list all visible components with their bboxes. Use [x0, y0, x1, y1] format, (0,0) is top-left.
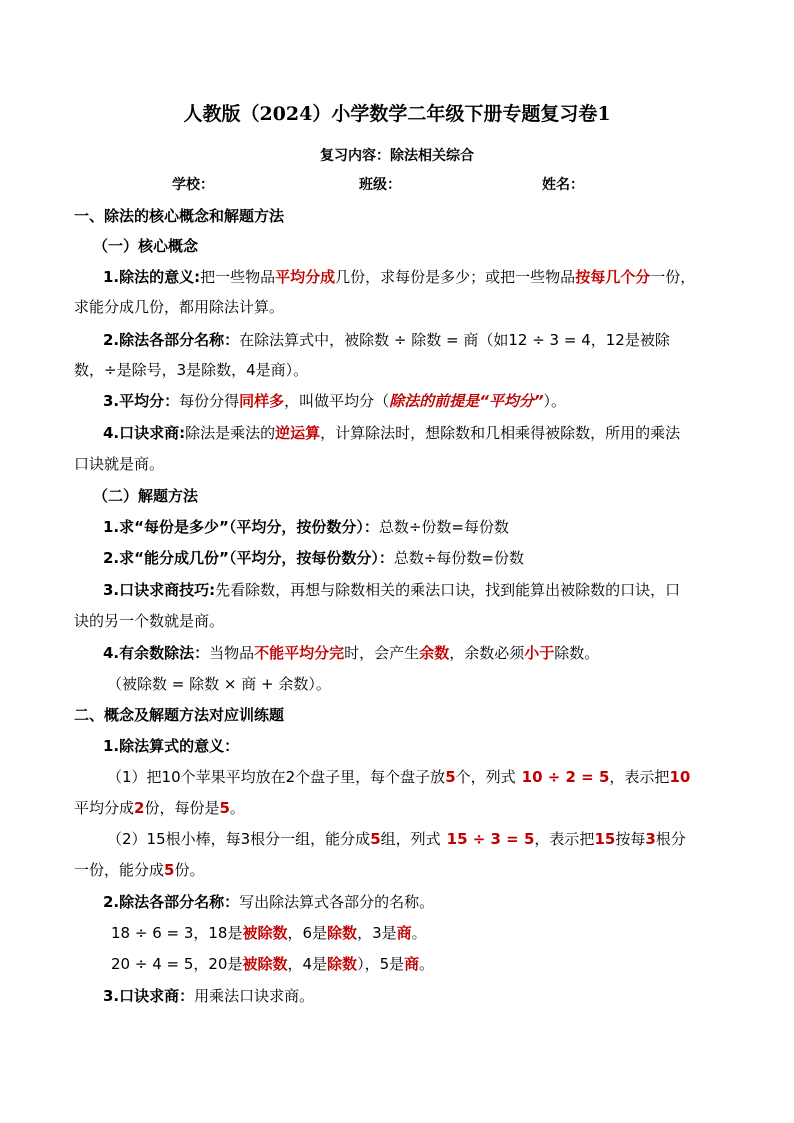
concept-item-2	[103, 330, 670, 350]
concept-item-2-line2: 数，÷是除号，3是除数，4是商）。	[74, 361, 309, 379]
concept-item-1-line2: 求能分成几份，都用除法计算。	[74, 298, 285, 316]
answer: 除数	[327, 924, 358, 942]
exercise-2	[103, 892, 434, 912]
item-text: ，叫做平均分（	[284, 392, 390, 410]
exercise-1b-line2	[74, 860, 204, 880]
answer: 3	[645, 830, 656, 848]
answer: 5	[219, 799, 230, 817]
item-text: 总数÷份数=每份数	[378, 518, 509, 536]
name-field: 姓名：	[542, 177, 584, 193]
answer: 15	[594, 830, 616, 848]
method-item-4-formula: （被除数 = 除数 × 商 + 余数）。	[107, 675, 331, 693]
item-text: 先看除数，再想与除数相关的乘法口诀，找到能算出被除数的口诀，口	[215, 581, 681, 599]
highlight: 逆运算	[275, 424, 321, 442]
item-text: ，余数必须	[449, 644, 525, 662]
method-item-3	[103, 580, 680, 600]
item-text: 时，会产生	[344, 644, 420, 662]
answer: 10 ÷ 2 = 5	[521, 768, 610, 786]
item-text: 一份，	[650, 268, 696, 286]
exercise-1a	[107, 767, 690, 787]
answer: 5	[370, 830, 381, 848]
highlight: 余数	[419, 644, 450, 662]
item-label: 1.求“每份是多少”（平均分，按份数分）：	[103, 518, 379, 536]
item-text: 平均分成	[74, 799, 135, 817]
method-item-1	[103, 517, 509, 537]
item-text: （2）15根小棒，每3根分一组，能分成	[107, 830, 371, 848]
item-label: 4.有余数除法：	[103, 644, 210, 662]
answer: 10	[669, 768, 691, 786]
answer: 2	[134, 799, 145, 817]
item-text: 根分	[655, 830, 686, 848]
section1-sub2-heading: （二）解题方法	[93, 487, 199, 505]
school-field: 学校：	[172, 177, 214, 193]
item-text: 份。	[174, 861, 205, 879]
item-label: 2.除法各部分名称：	[103, 331, 240, 349]
item-text: 18是	[208, 924, 243, 942]
item-label: 4.口诀求商:	[103, 424, 186, 442]
item-text: 20是	[208, 955, 243, 973]
section1-sub1-heading: （一）核心概念	[93, 237, 199, 255]
equation: 20 ÷ 4 = 5，	[111, 955, 209, 973]
answer: 5	[164, 861, 175, 879]
exercise-1-label: 1.除法算式的意义：	[103, 737, 240, 755]
document-subtitle: 复习内容：除法相关综合	[320, 148, 474, 164]
item-text: 用乘法口诀求商。	[194, 987, 315, 1005]
item-text: 份，每份是	[144, 799, 220, 817]
highlight: 小于	[524, 644, 555, 662]
item-text: 。	[229, 799, 245, 817]
item-text: 把一些物品	[200, 268, 276, 286]
answer: 15 ÷ 3 = 5	[446, 830, 535, 848]
item-text: 当物品	[209, 644, 255, 662]
item-text: 一份，能分成	[74, 861, 165, 879]
item-text: ，3是	[357, 924, 397, 942]
item-text: 除数。	[554, 644, 600, 662]
item-label: 2.除法各部分名称：	[103, 893, 240, 911]
item-text: （1）把10个苹果平均放在2个盘子里，每个盘子放	[107, 768, 446, 786]
item-label: 3.口诀求商：	[103, 987, 195, 1005]
answer: 商	[396, 924, 412, 942]
method-item-4	[103, 643, 599, 663]
exercise-1b	[107, 829, 686, 849]
item-text: 几份，求每份是多少；或把一些物品	[335, 268, 576, 286]
method-item-3-line2: 诀的另一个数就是商。	[74, 612, 225, 630]
item-label: 3.口诀求商技巧:	[103, 581, 216, 599]
highlight: 除法的前提是“平均分”	[389, 392, 544, 410]
exercise-2-row-2	[111, 954, 434, 974]
answer: 被除数	[242, 955, 288, 973]
item-text: 除法是乘法的	[185, 424, 276, 442]
item-label: 1.除法的意义:	[103, 268, 201, 286]
item-text: ，6是	[287, 924, 328, 942]
exercise-3	[103, 986, 314, 1006]
item-label: 3.平均分：	[103, 392, 180, 410]
exercise-1a-line2	[74, 798, 245, 818]
highlight: 同样多	[239, 392, 285, 410]
item-text: 总数÷每份数=份数	[393, 549, 524, 567]
item-text: 。	[419, 955, 435, 973]
answer: 5	[445, 768, 456, 786]
item-text: ），5是	[357, 955, 405, 973]
item-text: ，4是	[287, 955, 328, 973]
item-text: ，表示把	[609, 768, 670, 786]
document-title: 人教版（2024）小学数学二年级下册专题复习卷1	[183, 103, 611, 125]
item-text: 每份分得	[179, 392, 240, 410]
method-item-2	[103, 548, 524, 568]
section1-heading: 一、除法的核心概念和解题方法	[74, 207, 285, 225]
highlight: 按每几个分	[575, 268, 651, 286]
item-text: 写出除法算式各部分的名称。	[239, 893, 435, 911]
highlight: 平均分成	[275, 268, 336, 286]
answer: 商	[404, 955, 420, 973]
concept-item-3	[103, 391, 566, 411]
item-text: 。	[411, 924, 427, 942]
concept-item-1	[103, 267, 695, 287]
equation: 18 ÷ 6 = 3，	[111, 924, 209, 942]
highlight: 不能平均分完	[254, 644, 345, 662]
item-text: ，计算除法时，想除数和几相乘得被除数，所用的乘法	[320, 424, 681, 442]
concept-item-4-line2: 口诀就是商。	[74, 455, 165, 473]
answer: 被除数	[242, 924, 288, 942]
item-text: ）。	[543, 392, 567, 410]
section2-heading: 二、概念及解题方法对应训练题	[74, 706, 285, 724]
concept-item-4	[103, 423, 680, 443]
item-text: 在除法算式中，被除数 ÷ 除数 = 商（如12 ÷ 3 = 4，12是被除	[239, 331, 670, 349]
item-text: 个，列式	[455, 768, 516, 786]
item-text: ，表示把	[534, 830, 595, 848]
item-text: 按每	[615, 830, 646, 848]
exercise-2-row-1	[111, 923, 427, 943]
answer: 除数	[327, 955, 358, 973]
class-field: 班级：	[359, 177, 401, 193]
item-label: 2.求“能分成几份”（平均分，按每份数分）：	[103, 549, 394, 567]
item-text: 组，列式	[380, 830, 441, 848]
